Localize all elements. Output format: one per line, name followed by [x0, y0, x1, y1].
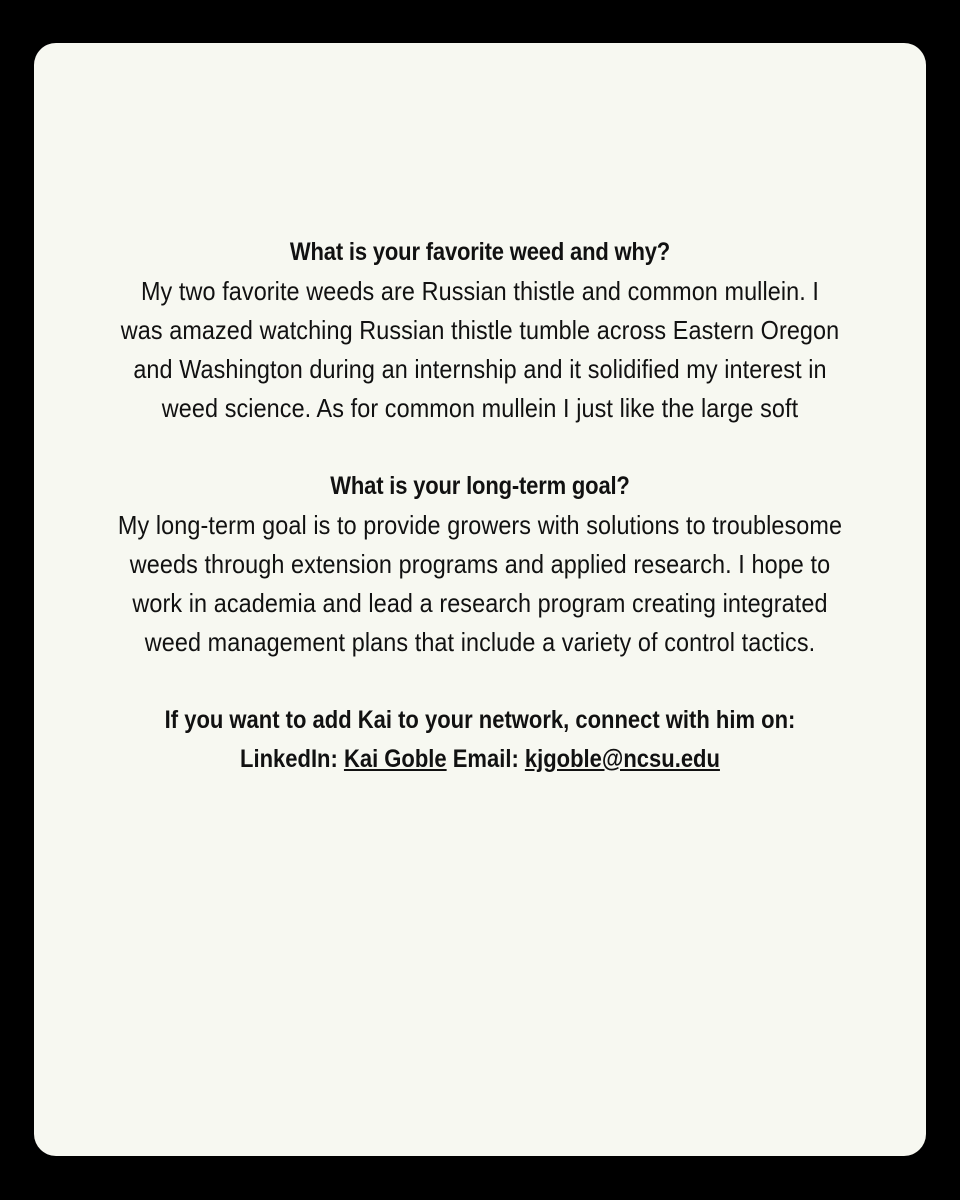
email-link[interactable]: kjgoble@ncsu.edu — [524, 745, 720, 773]
contact-links — [100, 740, 860, 779]
linkedin-link[interactable]: Kai Goble — [343, 745, 447, 773]
content-card — [34, 43, 926, 1156]
answer-line: was amazed watching Russian thistle tumble across Eastern Oregon — [120, 315, 840, 345]
contact-intro: If you want to add Kai to your network, connect with him on: — [164, 706, 796, 734]
answer-line: weed management plans that include a variety of control tactics. — [144, 627, 816, 657]
answer-line: weeds through extension programs and applied research. I hope to — [129, 549, 831, 579]
spacer — [48, 428, 912, 467]
answer-line: work in academia and lead a research program creating integrated — [132, 588, 828, 618]
answer-line: My long-term goal is to provide growers with solutions to troublesome — [117, 510, 843, 540]
spacer — [48, 662, 912, 701]
answer-line: and Washington during an internship and it solidified my interest in — [133, 354, 827, 384]
answer-line: weed science. As for common mullein I just like the large soft — [161, 393, 799, 423]
question-long-term-goal: What is your long-term goal? — [330, 472, 630, 500]
email-label: Email: — [452, 745, 519, 773]
linkedin-label: LinkedIn: — [240, 745, 338, 773]
profile-text — [34, 233, 926, 779]
answer-line: My two favorite weeds are Russian thistle and common mullein. I — [140, 276, 820, 306]
question-favorite-weed: What is your favorite weed and why? — [289, 238, 671, 266]
